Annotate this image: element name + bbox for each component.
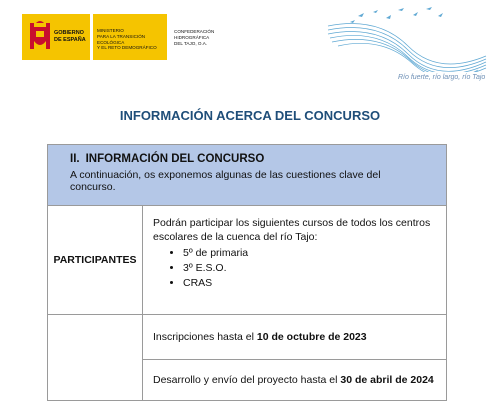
project-date: 30 de abril de 2024: [340, 374, 434, 386]
government-label: GOBIERNO DE ESPAÑA: [54, 30, 86, 43]
section-heading: [70, 153, 426, 165]
section-number: II.: [70, 153, 80, 165]
page-header: [0, 0, 500, 90]
government-logo: [22, 14, 90, 60]
list-item: • 5º de primaria: [183, 246, 436, 261]
participants-row: [48, 206, 447, 315]
list-item: • CRAS: [183, 276, 436, 291]
participants-content: [143, 206, 447, 315]
ministry-label: MINISTERIO PARA LA TRANSICIÓN ECOLÓGICA Y EL RETO DEMOGRÁFICO: [93, 14, 167, 60]
contest-info-table: [47, 144, 447, 401]
section-header-row: [48, 145, 447, 206]
participants-list: [153, 246, 436, 291]
section-heading-text: INFORMACIÓN DEL CONCURSO: [85, 153, 265, 165]
section-header-cell: [48, 145, 447, 206]
participants-label: PARTICIPANTES: [48, 206, 143, 315]
list-item: • 3º E.S.O.: [183, 261, 436, 276]
project-deadline: Desarrollo y envío del proyecto hasta el 30 de abril de 2024: [143, 360, 447, 401]
dates-row: [48, 315, 447, 360]
coat-of-arms-icon: [28, 19, 52, 55]
registration-deadline: Inscripciones hasta el 10 de octubre de 2023: [143, 315, 447, 360]
confederation-label: CONFEDERACIÓN HIDROGRÁFICA DEL TAJO, O.A.: [170, 14, 244, 60]
registration-date: 10 de octubre de 2023: [256, 331, 367, 343]
river-wave-logo: [318, 6, 488, 72]
section-description: A continuación, os exponemos algunas de las cuestiones clave del concurso.: [70, 169, 381, 193]
participants-intro: Podrán participar los siguientes cursos de todos los centros escolares de la cuenca del río Tajo:: [153, 217, 431, 243]
dates-label: [48, 315, 143, 401]
document-title: INFORMACIÓN ACERCA DEL CONCURSO: [119, 108, 381, 123]
slogan: Río fuerte, río largo, río Tajo: [398, 74, 486, 81]
